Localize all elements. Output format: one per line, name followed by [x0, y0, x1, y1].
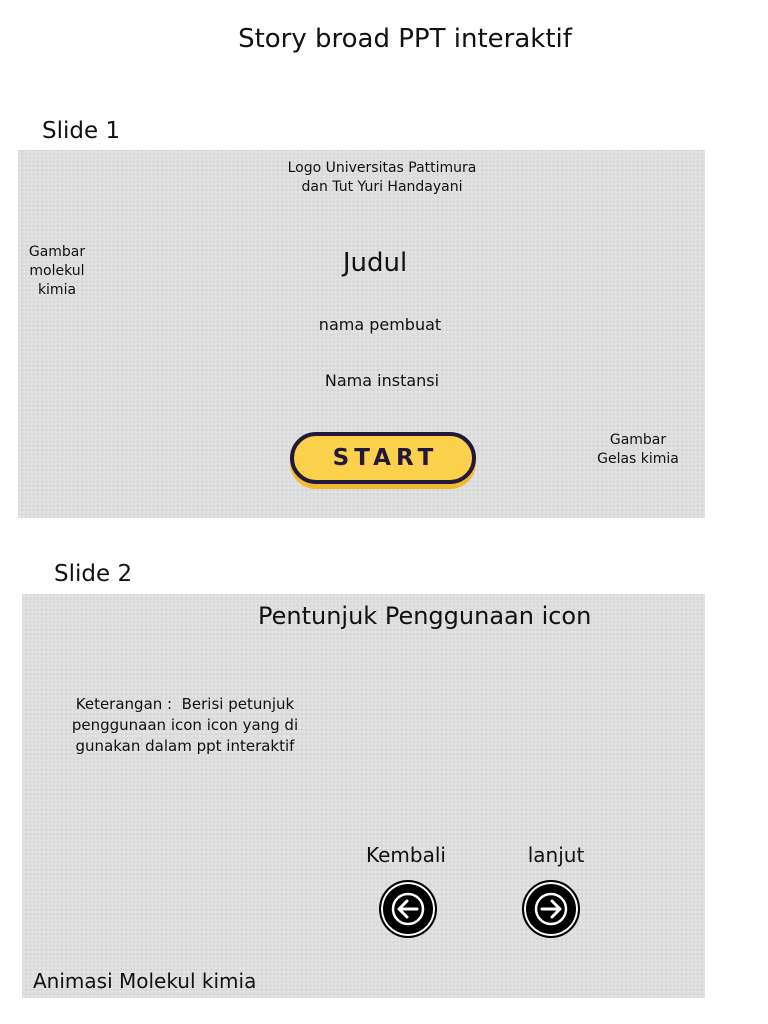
author-name: nama pembuat	[318, 315, 442, 334]
molecule-image-line-3: kimia	[37, 282, 77, 298]
slide-2-heading: Pentunjuk Penggunaan icon	[258, 602, 592, 630]
start-button[interactable]: START	[290, 432, 476, 484]
back-label: Kembali	[366, 843, 446, 867]
slide-1-heading: Judul	[342, 248, 408, 278]
molecule-image-placeholder	[18, 243, 96, 300]
description-line-1: Keterangan : Berisi petunjuk	[75, 695, 295, 713]
slide-1-label: Slide 1	[42, 118, 121, 144]
next-label: lanjut	[527, 843, 585, 867]
logo-text-line-1: Logo Universitas Pattimura	[287, 160, 477, 176]
arrow-right-icon	[533, 891, 569, 927]
page-title: Story broad PPT interaktif	[238, 24, 572, 54]
animation-caption: Animasi Molekul kimia	[33, 969, 257, 993]
molecule-image-line-2: molekul	[29, 263, 85, 279]
glass-image-line-1: Gambar	[609, 432, 667, 448]
back-button[interactable]	[379, 880, 437, 938]
slide-2-description	[62, 694, 308, 757]
chemistry-glass-image-placeholder	[580, 431, 696, 469]
logo-text-line-2: dan Tut Yuri Handayani	[301, 179, 463, 195]
slide-2-label: Slide 2	[54, 561, 133, 587]
next-button[interactable]	[522, 880, 580, 938]
institution-name: Nama instansi	[324, 371, 440, 390]
logo-placeholder	[232, 159, 532, 197]
description-line-2: penggunaan icon icon yang di	[71, 716, 299, 734]
slide-2-panel	[22, 594, 705, 998]
description-line-3: gunakan dalam ppt interaktif	[75, 737, 295, 755]
molecule-image-line-1: Gambar	[28, 244, 86, 260]
glass-image-line-2: Gelas kimia	[597, 451, 679, 467]
arrow-left-icon	[390, 891, 426, 927]
